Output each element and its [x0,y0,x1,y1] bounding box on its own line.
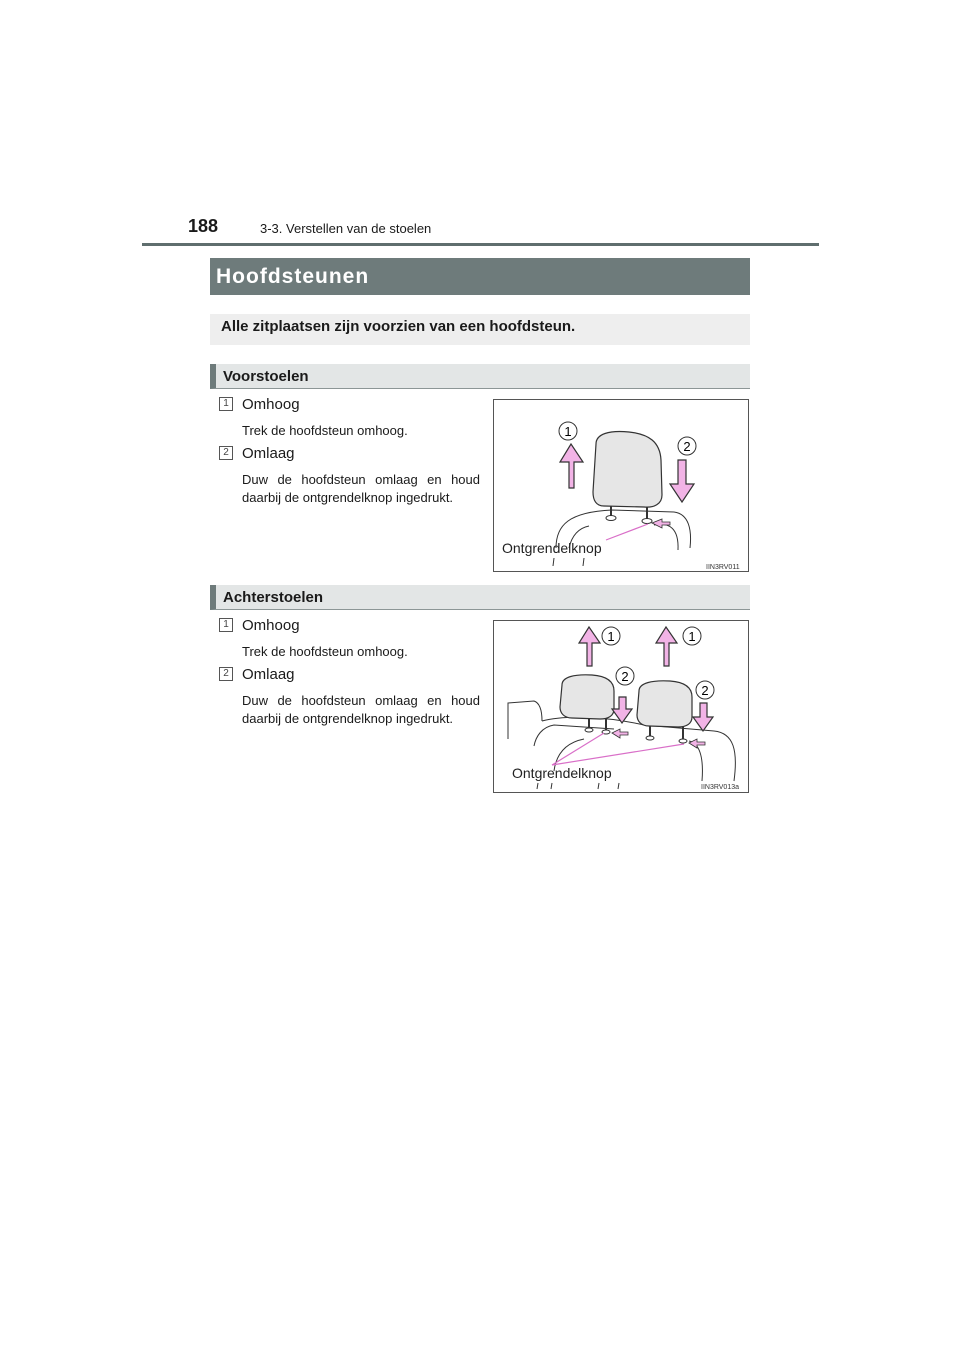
release-button-arrow-icon [652,519,670,528]
item-desc-down: Duw de hoofdsteun omlaag en houd daarbij de ontgrendelknop ingedrukt. [242,693,480,726]
stay-collar [606,516,616,521]
section-heading-rear: Achterstoelen [210,585,750,610]
seat-mark [598,783,599,789]
stay-collar [646,736,654,740]
headrest-left [560,675,614,719]
item-badge: 2 [219,667,233,681]
intro-text: Alle zitplaatsen zijn voorzien van een hoofdsteun. [210,314,750,345]
item-title-up: Omhoog [242,617,300,634]
page-number: 188 [188,216,219,236]
seat-mark [553,558,554,566]
down-arrow-icon [693,703,713,731]
section-heading-front: Voorstoelen [210,364,750,389]
rear-headrest-illustration [494,621,748,792]
leader-line [552,744,684,765]
callout-1: 1 [688,629,696,644]
figure-code: IIN3RV011 [706,564,740,571]
item-badge: 2 [219,446,233,460]
figure-label: Ontgrendelknop [512,765,612,781]
item-desc-up: Trek de hoofdsteun omhoog. [242,644,408,659]
leader-line [552,733,604,765]
figure-rear-headrest [493,620,749,793]
leader-line [606,524,648,540]
callout-2: 2 [621,669,629,684]
release-button-arrow-icon [689,739,705,748]
up-arrow-icon [560,444,583,488]
header-rule [142,243,819,246]
stay-collar [642,519,652,524]
item-badge: 1 [219,397,233,411]
seat-mark [551,783,552,789]
seat-mark [537,783,538,789]
figure-code: IIN3RV013a [701,784,740,791]
item-desc-down: Duw de hoofdsteun omlaag en houd daarbij de ontgrendelknop ingedrukt. [242,472,480,505]
up-arrow-icon [656,627,677,666]
seat-outline [508,701,542,739]
item-title-down: Omlaag [242,666,295,683]
seat-contour [654,524,678,550]
stay-collar [679,739,687,743]
callout-1: 1 [564,424,572,439]
item-badge: 1 [219,618,233,632]
callout-2: 2 [683,439,691,454]
item-title-down: Omlaag [242,445,295,462]
release-button-arrow-icon [612,729,628,738]
page-title: Hoofdsteunen [210,258,750,295]
callout-1: 1 [607,629,615,644]
figure-front-headrest [493,399,749,572]
seat-mark [618,783,619,789]
front-headrest-illustration [494,400,748,571]
seat-contour [534,725,614,746]
stay-collar [585,728,593,732]
item-desc-up: Trek de hoofdsteun omhoog. [242,423,408,438]
down-arrow-icon [670,460,694,502]
section-reference: 3-3. Verstellen van de stoelen [260,221,432,236]
up-arrow-icon [579,627,600,666]
item-title-up: Omhoog [242,396,300,413]
callout-2: 2 [701,683,709,698]
headrest [593,432,662,508]
figure-label: Ontgrendelknop [502,540,602,556]
headrest-right [637,681,692,727]
seat-mark [583,558,584,566]
down-arrow-icon [612,697,632,723]
